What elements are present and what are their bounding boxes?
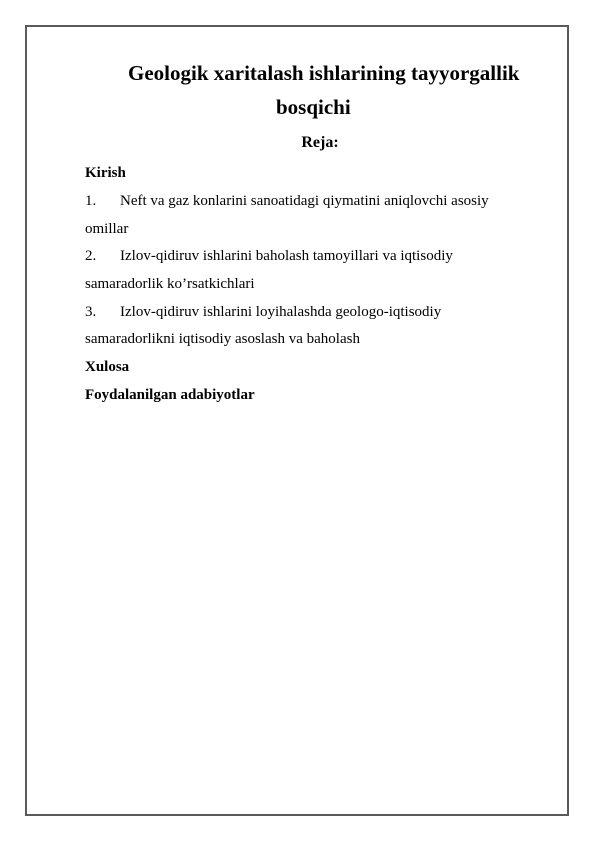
plan-item-text: Izlov-qidiruv ishlarini loyihalashda geologo-iqtisodiy [120, 304, 442, 320]
plan-item-3 [85, 300, 441, 324]
plan-item-text: Neft va gaz konlarini sanoatidagi qiymatini aniqlovchi asosiy [120, 193, 489, 209]
plan-item-number: 3. [85, 304, 97, 320]
references-heading: Foydalanilgan adabiyotlar [85, 387, 255, 403]
document-title-line2: bosqichi [276, 95, 351, 119]
plan-item-3-continued: samaradorlikni iqtisodiy asoslash va baholash [85, 331, 360, 347]
document-title-line1: Geologik xaritalash ishlarining tayyorgallik [128, 61, 520, 85]
plan-item-text: Izlov-qidiruv ishlarini baholash tamoyillari va iqtisodiy [120, 248, 453, 264]
conclusion-heading: Xulosa [85, 359, 130, 375]
plan-item-2-continued: samaradorlik ko’rsatkichlari [85, 276, 255, 292]
plan-heading: Reja: [301, 134, 339, 151]
plan-item-number: 2. [85, 248, 97, 264]
plan-item-number: 1. [85, 193, 97, 209]
plan-item-1 [85, 189, 489, 213]
plan-item-2 [85, 244, 453, 268]
intro-heading: Kirish [85, 165, 126, 181]
plan-item-1-continued: omillar [85, 221, 129, 237]
